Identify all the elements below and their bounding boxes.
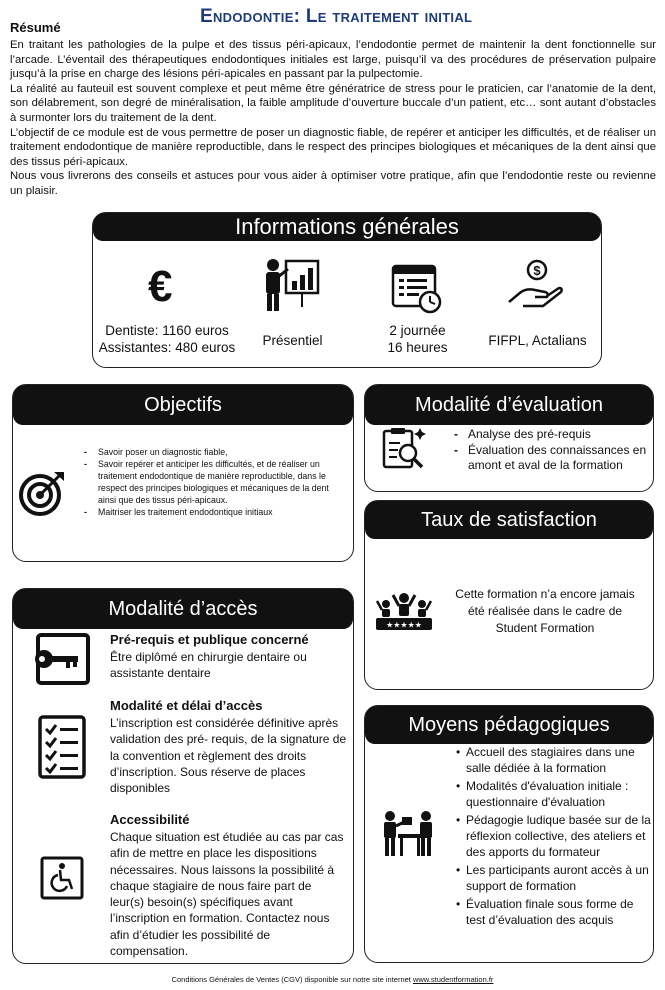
wheelchair-icon [40, 856, 84, 905]
accessibility-text: Chaque situation est étudiée au cas par cas afin de mettre en place les dispositions nécessaires. Nous laissons la possibilité à chaque stagiaire de nous faire part de leur(s) besoin(s) spécifiques avant l’inscription en formation. Contactez nous afin d’étudier les possibilité de compensation. [110, 830, 344, 959]
resume-text [10, 38, 656, 199]
list-item: - Savoir poser un diagnostic fiable, [80, 446, 342, 458]
mode-info: Présentiel [262, 333, 323, 348]
list-item: • Les participants auront accès à un support de formation [456, 862, 652, 894]
list-item: • Évaluation finale sous forme de test d’évaluation des acquis [456, 896, 652, 928]
info-heading: Informations générales [93, 213, 601, 241]
footer-text: Conditions Générales de Ventes (CGV) disponible sur notre site internet [171, 975, 411, 984]
duration-hours: 16 heures [387, 340, 448, 355]
prereq-title: Pré-requis et publique concerné [110, 632, 309, 647]
presenter-icon [262, 257, 320, 318]
acces-heading: Modalité d’accès [13, 589, 353, 629]
list-item: - Maitriser les traitement endodontique initiaux [80, 506, 342, 518]
target-icon [18, 468, 68, 523]
delai-title: Modalité et délai d’accès [110, 698, 263, 713]
checklist-icon [38, 715, 86, 784]
accessibility-title: Accessibilité [110, 812, 190, 827]
list-item: • Modalités d'évaluation initiale : questionnaire d'évaluation [456, 778, 652, 810]
key-icon [30, 633, 92, 690]
svg-text:★★★★★: ★★★★★ [386, 620, 422, 630]
list-item: • Pédagogie ludique basée sur de la réflexion collective, des ateliers et des apports du formateur [456, 812, 652, 860]
training-icon [376, 808, 440, 865]
resume-heading: Résumé [10, 20, 61, 35]
website-link[interactable]: www.studentformation.fr [412, 975, 494, 984]
money-hand-icon [505, 258, 565, 317]
price-dentist: Dentiste: 1160 euros [105, 323, 229, 338]
page-title: Endodontie: Le traitement initial [200, 6, 473, 27]
euro-icon: € [148, 262, 173, 311]
checklist-magnifier-icon [380, 425, 428, 476]
resume-paragraph: Nous vous livrerons des conseils et astuces pour vous aider à optimiser votre pratique, afin que l’endodontie reste ou revienne un plaisir. [10, 170, 656, 197]
footer [0, 975, 665, 984]
moyens-heading: Moyens pédagogiques [365, 706, 653, 744]
price-info [92, 322, 242, 356]
list-item: - Analyse des pré-requis [450, 427, 650, 443]
moyens-list [456, 744, 652, 930]
satisfaction-heading: Taux de satisfaction [365, 501, 653, 539]
list-item: • Accueil des stagiaires dans une salle dédiée à la formation [456, 744, 652, 776]
objectifs-list [80, 446, 342, 518]
resume-paragraph: En traitant les pathologies de la pulpe et des tissus péri-apicaux, l’endodontie permet de maintenir la dent fonctionnelle sur l’arcade. L’éventail des thérapeutiques endodontiques initiales est large, puisqu’il va des procédures de préservation pulpaire jusqu’à la prise en charge des lésions péri-apicales en passant par la pulpectomie. [10, 39, 656, 81]
satisfaction-text: Cette formation n’a encore jamais été réalisée dans le cadre de Student Formation [455, 587, 635, 635]
evaluation-list [450, 427, 650, 474]
resume-paragraph: L’objectif de ce module est de vous permettre de poser un diagnostic fiable, de repérer et anticiper les difficultés, et de réaliser un traitement endodontique de manière reproductible, dans le respect des principes biologiques et mécaniques de la dent ainsi que des tissus péri-apicaux. [10, 126, 656, 168]
duration-days: 2 journée [389, 323, 446, 338]
calendar-icon [390, 262, 444, 321]
list-item: - Savoir repérer et anticiper les difficultés, et de réaliser un traitement endodontique de manière reproductible, dans le respect des principes biologiques et mécaniques de la dent ainsi que des tissus péri-apicaux. [80, 458, 342, 506]
price-assistant: Assistantes: 480 euros [98, 340, 236, 355]
svg-text:$: $ [533, 263, 541, 278]
prereq-text: Être diplômé en chirurgie dentaire ou assistante dentaire [110, 650, 307, 681]
list-item: - Évaluation des connaissances en amont et aval de la formation [450, 443, 650, 474]
delai-text: L’inscription est considérée définitive après validation des pré- requis, de la signature de la convention et règlement des droits d’inscription. Sous réserve de places disponibles [110, 716, 347, 796]
evaluation-heading: Modalité d’évaluation [365, 385, 653, 425]
funding-info: FIFPL, Actalians [488, 333, 587, 348]
duration-info [370, 322, 465, 356]
cheering-audience-icon [374, 589, 434, 640]
resume-paragraph: La réalité au fauteuil est souvent complexe et peut même être génératrice de stress pour le praticien, car l’anatomie de la dent, son délabrement, son degré de minéralisation, la faible amplitude d’ouverture buccale d’un patient, etc… sont autant d’obstacles à surmonter lors du traitement de la dent. [10, 82, 656, 124]
objectifs-heading: Objectifs [13, 385, 353, 425]
